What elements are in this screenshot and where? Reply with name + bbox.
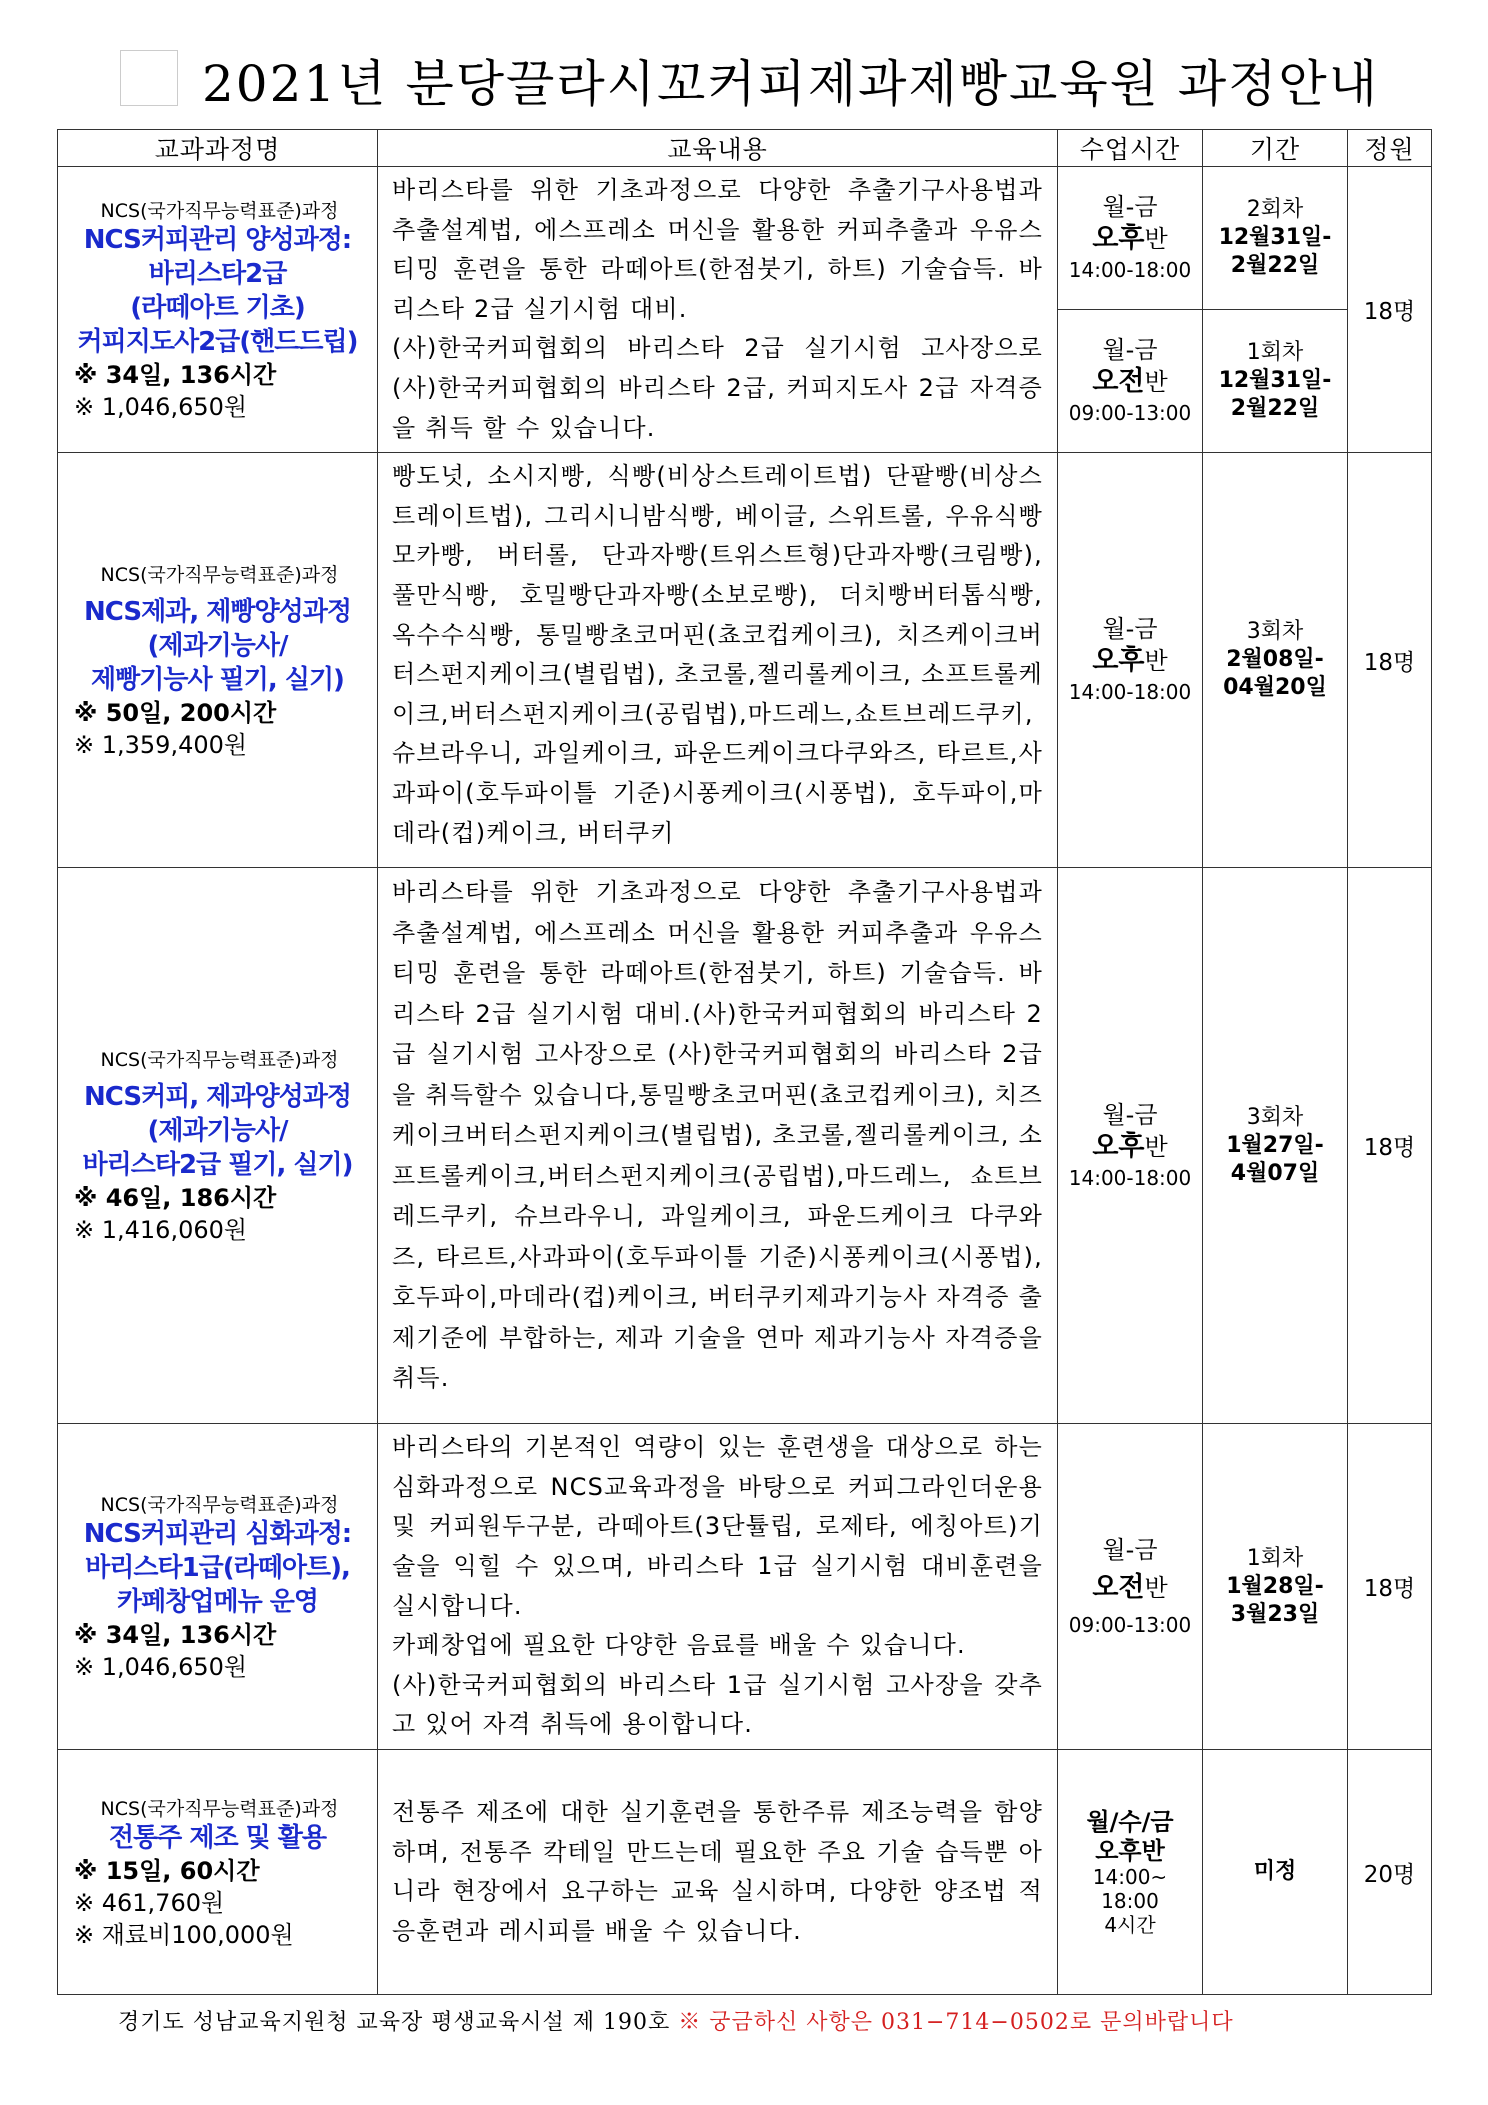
course-title-line: 전통주 제조 및 활용 <box>108 1822 327 1853</box>
session-ampm: 오전 <box>1092 366 1145 398</box>
course-title-line: 바리스타2급 필기, 실기) <box>82 1150 353 1181</box>
header-content: 교육내용 <box>378 130 1058 167</box>
ncs-label: NCS(국가직무능력표준)과정 <box>100 1494 339 1517</box>
period-range: 2월22일 <box>1230 396 1320 422</box>
session-suffix: 반 <box>1144 1132 1168 1161</box>
course-name-cell <box>58 453 378 868</box>
course-description: 바리스타를 위한 기초과정으로 다양한 추출기구사용법과 추출설계법, 에스프레소 머신을 활용한 커피추출과 우유스티밍 훈련을 통한 라떼아트(한점붓기, 하트) 기술습득. 바리스타 2급 실기시험 대비.(사)한국커피협회의 바리스타 2급 실기시험 고사장으로 (사)한국커피협회의 바리스타 2급을 취득할수 있습니다,통밀빵초코머핀(쵸코컵케이크), 치즈케이크버터스펀지케이크(별립법), 초코롤,젤리롤케이크, 소프트롤케이크,버터스펀지케이크(공립법),마드레느, 쇼트브레드쿠키, 슈브라우니, 과일케이크, 파운드케이크 다쿠와즈, 타르트,사과파이(호두파이틀 기준)시퐁케이크(시퐁법), 호두파이,마데라(컵)케이크, 버터쿠키제과기능사 자격증 출제기준에 부합하는, 제과 기술을 연마 제과기능사 자격증을 취득. <box>392 878 1043 1393</box>
period-range: 미정 <box>1253 1859 1297 1885</box>
class-session <box>1058 1130 1202 1164</box>
period-count: 2회차 <box>1246 197 1304 223</box>
session-ampm: 오후 <box>1092 223 1145 255</box>
class-hours: 09:00-13:00 <box>1068 1612 1192 1637</box>
capacity-cell: 18명 <box>1348 453 1432 868</box>
course-title <box>66 1517 369 1619</box>
ncs-label: NCS(국가직무능력표준)과정 <box>100 1049 339 1072</box>
class-time-cell <box>1058 1750 1203 1995</box>
capacity-cell: 18명 <box>1348 868 1432 1424</box>
course-description-cell <box>378 167 1058 453</box>
class-time-cell <box>1058 453 1203 868</box>
period-cell <box>1203 1750 1348 1995</box>
period-range: 4월07일 <box>1230 1160 1320 1186</box>
course-description-cell <box>378 868 1058 1424</box>
class-session <box>1058 1571 1202 1605</box>
header-course-name: 교과과정명 <box>58 130 378 167</box>
period-cell <box>1203 453 1348 868</box>
course-description: 전통주 제조에 대한 실기훈련을 통한주류 제조능력을 함양하며, 전통주 칵테일 만드는데 필요한 주요 기술 습득뿐 아니라 현장에서 요구하는 교육 실시하며, 다양한 양조법 적응훈련과 레시피를 배울 수 있습니다. <box>392 1797 1043 1945</box>
course-description: 빵도넛, 소시지빵, 식빵(비상스트레이트법) 단팥빵(비상스트레이트법), 그리시니밤식빵, 베이글, 스위트롤, 우유식빵모카빵, 버터롤, 단과자빵(트위스트형)단과자빵(크림빵), 풀만식빵, 호밀빵단과자빵(소보로빵), 더치빵버터톱식빵, 옥수수식빵, 통밀빵초코머핀(쵸코컵케이크), 치즈케이크버터스펀지케이크(별립법), 초코롤,젤리롤케이크, 소프트롤케이크,버터스펀지케이크(공립법),마드레느,쇼트브레드쿠키, 슈브라우니, 과일케이크, 파운드케이크다쿠와즈, 타르트,사과파이(호두파이틀 기준)시퐁케이크(시퐁법), 호두파이,마데라(컵)케이크, 버터쿠키 <box>392 462 1043 847</box>
course-name-cell <box>58 1750 378 1995</box>
course-fee: ※ 461,760원 <box>74 1888 225 1917</box>
period-cell <box>1203 1424 1348 1750</box>
table-row <box>58 868 1432 1424</box>
course-title-line: 바리스타1급(라떼아트), <box>85 1553 350 1584</box>
course-title-line: NCS제과, 제빵양성과정 <box>84 596 351 627</box>
period-range: 1월28일- <box>1226 1573 1324 1599</box>
course-duration: ※ 15일, 60시간 <box>74 1856 260 1885</box>
header-capacity: 정원 <box>1348 130 1432 167</box>
class-hours: 14:00-18:00 <box>1068 1165 1192 1190</box>
header-period: 기간 <box>1203 130 1348 167</box>
session-ampm: 오전 <box>1092 1571 1145 1603</box>
class-time-cell <box>1058 167 1203 310</box>
course-title <box>66 1821 369 1855</box>
table-row <box>58 453 1432 868</box>
course-title-line: NCS커피, 제과양성과정 <box>84 1082 351 1113</box>
course-title-line: 제빵기능사 필기, 실기) <box>91 664 344 695</box>
course-title <box>66 223 369 359</box>
session-ampm: 오후 <box>1092 645 1145 677</box>
class-time-cell <box>1058 868 1203 1424</box>
course-description: 바리스타의 기본적인 역량이 있는 훈련생을 대상으로 하는 심화과정으로 NCS교육과정을 바탕으로 커피그라인더운용 및 커피원두구분, 라떼아트(3단튤립, 로제타, 에칭아트)기술을 익힐 수 있으며, 바리스타 1급 실기시험 대비훈련을 실시합니다. 카페창업에 필요한 다양한 음료를 배울 수 있습니다. (사)한국커피협회의 바리스타 1급 실기시험 고사장을 갖추고 있어 자격 취득에 용이합니다. <box>392 1433 1043 1739</box>
ncs-label: NCS(국가직무능력표준)과정 <box>100 563 339 586</box>
table-header-row <box>58 130 1432 167</box>
course-description-cell <box>378 1424 1058 1750</box>
class-time-cell <box>1058 310 1203 453</box>
course-title-line: (제과기능사/ <box>147 1116 288 1147</box>
class-hours: 18:00 <box>1101 1889 1159 1914</box>
course-fee: ※ 1,046,650원 <box>74 1653 248 1682</box>
class-session <box>1058 644 1202 678</box>
capacity-cell: 18명 <box>1348 167 1432 453</box>
class-hours: 14:00-18:00 <box>1068 258 1192 283</box>
course-table <box>57 129 1432 1995</box>
class-time-cell <box>1058 1424 1203 1750</box>
course-name-cell <box>58 868 378 1424</box>
period-cell <box>1203 310 1348 453</box>
class-days: 월-금 <box>1102 336 1158 365</box>
class-hours: 09:00-13:00 <box>1068 401 1192 426</box>
period-range: 12월31일- <box>1218 225 1332 251</box>
period-count: 3회차 <box>1246 1104 1304 1130</box>
course-fee: ※ 1,046,650원 <box>74 393 248 422</box>
class-hours: 14:00-18:00 <box>1068 680 1192 705</box>
period-count: 1회차 <box>1246 340 1304 366</box>
course-description-cell <box>378 1750 1058 1995</box>
course-duration: ※ 34일, 136시간 <box>74 361 277 390</box>
course-title-line: (라떼아트 기초) <box>130 293 305 324</box>
session-suffix: 반 <box>1144 368 1168 397</box>
table-row <box>58 1424 1432 1750</box>
course-duration: ※ 50일, 200시간 <box>74 698 277 727</box>
session-suffix: 반 <box>1144 225 1168 254</box>
footer <box>118 2005 1234 2036</box>
course-material-fee: ※ 재료비100,000원 <box>74 1920 294 1949</box>
ncs-label: NCS(국가직무능력표준)과정 <box>100 1797 339 1820</box>
footer-contact: ※ 궁금하신 사항은 031−714−0502로 문의바랍니다 <box>678 2010 1234 2035</box>
ncs-label: NCS(국가직무능력표준)과정 <box>100 200 339 223</box>
class-days: 월-금 <box>1102 1100 1158 1129</box>
class-session <box>1058 365 1202 399</box>
period-range: 04월20일 <box>1223 675 1327 701</box>
period-count: 3회차 <box>1246 619 1304 645</box>
class-days: 월-금 <box>1102 193 1158 222</box>
course-title-line: 커피지도사2급(핸드드립) <box>77 327 358 358</box>
class-session <box>1058 222 1202 256</box>
course-description-cell <box>378 453 1058 868</box>
period-range: 1월27일- <box>1226 1132 1324 1158</box>
session-suffix: 반 <box>1144 1573 1168 1602</box>
course-name-cell <box>58 167 378 453</box>
course-name-cell <box>58 1424 378 1750</box>
footer-license: 경기도 성남교육지원청 교육장 평생교육시설 제 190호 <box>118 2010 671 2035</box>
capacity-cell: 18명 <box>1348 1424 1432 1750</box>
course-title <box>66 595 369 697</box>
course-title-line: NCS커피관리 양성과정: <box>83 225 352 256</box>
period-range: 2월22일 <box>1230 253 1320 279</box>
page-title: 2021년 분당끌라시꼬커피제과제빵교육원 과정안내 <box>202 55 1380 113</box>
course-fee: ※ 1,359,400원 <box>74 730 248 759</box>
header-class-time: 수업시간 <box>1058 130 1203 167</box>
period-count: 1회차 <box>1246 1545 1304 1571</box>
course-duration: ※ 46일, 186시간 <box>74 1184 277 1213</box>
period-range: 2월08일- <box>1226 647 1324 673</box>
course-title-line: 카페창업메뉴 운영 <box>117 1587 318 1618</box>
session-ampm: 오후반 <box>1095 1837 1165 1866</box>
capacity-cell: 20명 <box>1348 1750 1432 1995</box>
course-title-line: NCS커피관리 심화과정: <box>83 1519 352 1550</box>
class-hours: 4시간 <box>1104 1913 1156 1938</box>
class-days: 월-금 <box>1102 1535 1158 1564</box>
class-days: 월/수/금 <box>1086 1808 1174 1837</box>
course-title <box>66 1080 369 1182</box>
course-description: 바리스타를 위한 기초과정으로 다양한 추출기구사용법과 추출설계법, 에스프레소 머신을 활용한 커피추출과 우유스티밍 훈련을 통한 라떼아트(한점붓기, 하트) 기술습득. 바리스타 2급 실기시험 대비. (사)한국커피협회의 바리스타 2급 실기시험 고사장으로 (사)한국커피협회의 바리스타 2급, 커피지도사 2급 자격증을 취득 할 수 있습니다. <box>392 176 1043 442</box>
period-range: 12월31일- <box>1218 368 1332 394</box>
course-title-line: (제과기능사/ <box>147 630 288 661</box>
class-days: 월-금 <box>1102 615 1158 644</box>
period-cell <box>1203 167 1348 310</box>
logo-placeholder <box>120 50 178 106</box>
table-row <box>58 1750 1432 1995</box>
class-hours: 14:00~ <box>1092 1865 1168 1890</box>
title-area <box>120 40 1420 120</box>
session-ampm: 오후 <box>1092 1130 1145 1162</box>
session-suffix: 반 <box>1144 647 1168 676</box>
course-fee: ※ 1,416,060원 <box>74 1216 248 1245</box>
period-range: 3월23일 <box>1230 1601 1320 1627</box>
course-title-line: 바리스타2급 <box>148 259 287 290</box>
course-duration: ※ 34일, 136시간 <box>74 1621 277 1650</box>
period-cell <box>1203 868 1348 1424</box>
table-row <box>58 167 1432 310</box>
class-session <box>1058 1837 1202 1865</box>
